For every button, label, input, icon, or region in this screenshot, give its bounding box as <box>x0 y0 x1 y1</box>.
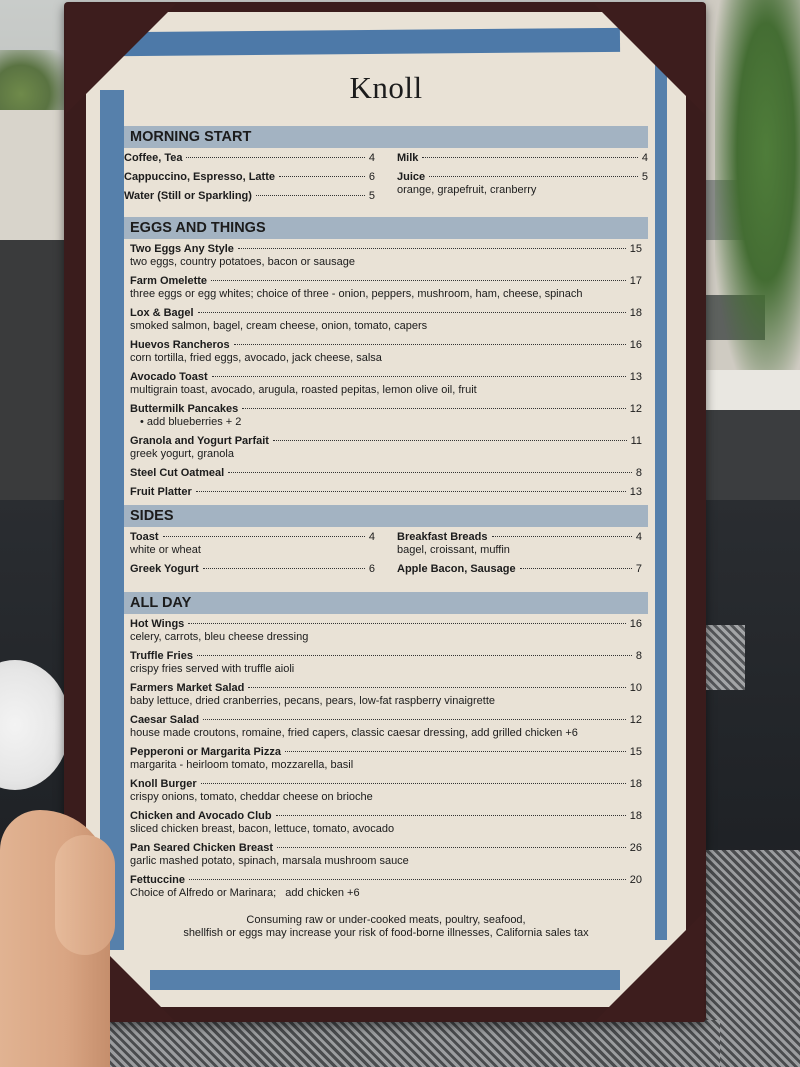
item-name: Knoll Burger <box>130 778 197 790</box>
brush-stroke <box>150 970 620 990</box>
brush-stroke <box>120 28 620 56</box>
item-price: 15 <box>629 243 642 255</box>
item-name: Hot Wings <box>130 618 185 630</box>
item-price: 4 <box>368 152 375 164</box>
menu-item <box>130 531 375 557</box>
item-price: 16 <box>629 339 642 351</box>
item-price: 8 <box>635 650 642 662</box>
item-name: Pan Seared Chicken Breast <box>130 842 274 854</box>
menu-item <box>130 275 642 301</box>
menu-item <box>397 171 648 197</box>
item-description: margarita - heirloom tomato, mozzarella, basil <box>130 759 354 771</box>
menu-item <box>130 243 642 269</box>
sides-right <box>397 531 642 582</box>
menu-item <box>124 171 375 184</box>
menu-item <box>130 714 642 740</box>
item-description: two eggs, country potatoes, bacon or sausage <box>130 256 356 268</box>
leader-dots <box>203 568 365 569</box>
item-name: Fettuccine <box>130 874 186 886</box>
menu-item <box>130 874 642 900</box>
item-description: smoked salmon, bagel, cream cheese, onion, tomato, capers <box>130 320 428 332</box>
menu-content <box>124 60 648 940</box>
menu-item <box>130 778 642 804</box>
item-name: Lox & Bagel <box>130 307 194 319</box>
footer-line: shellfish or eggs may increase your risk of food-borne illnesses, California sales tax <box>183 927 589 939</box>
item-description: crispy onions, tomato, cheddar cheese on brioche <box>130 791 373 803</box>
item-name: Breakfast Breads <box>397 531 488 543</box>
wall-left <box>0 240 70 520</box>
leader-dots <box>285 751 626 752</box>
item-price: 12 <box>629 714 642 726</box>
leader-dots <box>276 815 626 816</box>
brush-stroke <box>655 60 667 940</box>
item-description: multigrain toast, avocado, arugula, roasted pepitas, lemon olive oil, fruit <box>130 384 477 396</box>
item-description: corn tortilla, fried eggs, avocado, jack cheese, salsa <box>130 352 382 364</box>
menu-item <box>130 650 642 676</box>
section-header-sides: SIDES <box>124 505 648 527</box>
item-description: baby lettuce, dried cranberries, pecans, pears, low-fat raspberry vinaigrette <box>130 695 496 707</box>
menu-item <box>124 152 375 165</box>
item-name: Greek Yogurt <box>130 563 199 575</box>
item-price: 7 <box>635 563 642 575</box>
footer-line: Consuming raw or under-cooked meats, poultry, seafood, <box>246 914 526 926</box>
item-name: Huevos Rancheros <box>130 339 230 351</box>
placemat <box>100 1020 720 1067</box>
item-description: crispy fries served with truffle aioli <box>130 663 295 675</box>
leader-dots <box>273 440 627 441</box>
item-price: 18 <box>629 307 642 319</box>
leader-dots <box>520 568 632 569</box>
leader-dots <box>188 623 625 624</box>
item-price: 6 <box>368 563 375 575</box>
item-price: 18 <box>629 778 642 790</box>
leader-dots <box>277 847 626 848</box>
section-header-morning-start: MORNING START <box>124 126 648 148</box>
menu-item <box>130 618 642 644</box>
morning-start-items <box>124 152 648 209</box>
item-price: 15 <box>629 746 642 758</box>
menu-item <box>130 339 642 365</box>
menu-item <box>130 371 642 397</box>
menu-item <box>397 563 642 576</box>
item-name: Cappuccino, Espresso, Latte <box>124 171 275 183</box>
item-price: 26 <box>629 842 642 854</box>
leader-dots <box>201 783 626 784</box>
item-description: Choice of Alfredo or Marinara; add chicken +6 <box>130 887 360 899</box>
leader-dots <box>238 248 626 249</box>
item-price: 16 <box>629 618 642 630</box>
item-description: orange, grapefruit, cranberry <box>397 184 537 196</box>
leader-dots <box>242 408 626 409</box>
item-price: 4 <box>635 531 642 543</box>
menu-footer-disclaimer <box>124 914 648 940</box>
item-price: 18 <box>629 810 642 822</box>
item-name: Pepperoni or Margarita Pizza <box>130 746 281 758</box>
leader-dots <box>279 176 365 177</box>
leader-dots <box>429 176 638 177</box>
item-name: Toast <box>130 531 159 543</box>
item-price: 20 <box>629 874 642 886</box>
menu-item <box>397 531 642 557</box>
leader-dots <box>211 280 626 281</box>
leader-dots <box>186 157 364 158</box>
menu-item <box>130 682 642 708</box>
menu-title: Knoll <box>349 70 423 105</box>
item-name: Coffee, Tea <box>124 152 183 164</box>
item-price: 13 <box>629 371 642 383</box>
menu-item <box>397 152 648 165</box>
all-day-items <box>124 618 648 900</box>
item-name: Juice <box>397 171 426 183</box>
item-name: Truffle Fries <box>130 650 193 662</box>
item-description: greek yogurt, granola <box>130 448 234 460</box>
leader-dots <box>197 655 632 656</box>
item-description: house made croutons, romaine, fried capers, classic caesar dressing, add grilled chicken +6 <box>130 727 578 739</box>
item-price: 5 <box>368 190 375 202</box>
item-price: 11 <box>630 435 642 447</box>
item-name: Two Eggs Any Style <box>130 243 234 255</box>
section-header-all-day: ALL DAY <box>124 592 648 614</box>
item-name: Buttermilk Pancakes <box>130 403 239 415</box>
menu-item <box>130 435 642 461</box>
item-name: Granola and Yogurt Parfait <box>130 435 269 447</box>
menu-item <box>130 842 642 868</box>
item-price: 4 <box>368 531 375 543</box>
section-header-eggs-and-things: EGGS AND THINGS <box>124 217 648 239</box>
item-price: 10 <box>629 682 642 694</box>
item-name: Steel Cut Oatmeal <box>130 467 225 479</box>
item-price: 6 <box>368 171 375 183</box>
menu-item <box>124 190 375 203</box>
leader-dots <box>228 472 632 473</box>
building-left <box>0 110 70 240</box>
item-price: 12 <box>629 403 642 415</box>
leader-dots <box>422 157 637 158</box>
item-price: 5 <box>641 171 648 183</box>
brush-stroke <box>100 90 124 950</box>
menu-item <box>130 486 642 499</box>
placemat <box>705 625 745 690</box>
window-sill <box>705 370 800 410</box>
item-name: Apple Bacon, Sausage <box>397 563 516 575</box>
item-name: Avocado Toast <box>130 371 208 383</box>
menu-item <box>130 467 642 480</box>
item-name: Farmers Market Salad <box>130 682 245 694</box>
leader-dots <box>248 687 625 688</box>
item-description: sliced chicken breast, bacon, lettuce, tomato, avocado <box>130 823 395 835</box>
leader-dots <box>196 491 626 492</box>
leader-dots <box>163 536 365 537</box>
morning-start-left <box>124 152 375 209</box>
leader-dots <box>234 344 626 345</box>
leader-dots <box>492 536 632 537</box>
item-description: three eggs or egg whites; choice of three - onion, peppers, mushroom, ham, cheese, spinach <box>130 288 583 300</box>
item-description: white or wheat <box>130 544 201 556</box>
item-price: 17 <box>629 275 642 287</box>
item-price: 8 <box>635 467 642 479</box>
leader-dots <box>212 376 626 377</box>
wall-right <box>705 410 800 510</box>
item-name: Caesar Salad <box>130 714 200 726</box>
leader-dots <box>189 879 626 880</box>
menu-item <box>130 746 642 772</box>
morning-start-right <box>397 152 648 209</box>
item-description: bagel, croissant, muffin <box>397 544 510 556</box>
leader-dots <box>203 719 626 720</box>
item-price: 4 <box>641 152 648 164</box>
leader-dots <box>256 195 365 196</box>
eggs-items <box>124 243 648 499</box>
item-name: Fruit Platter <box>130 486 192 498</box>
item-name: Water (Still or Sparkling) <box>124 190 252 202</box>
item-name: Chicken and Avocado Club <box>130 810 272 822</box>
item-description: garlic mashed potato, spinach, marsala mushroom sauce <box>130 855 409 867</box>
menu-item <box>130 563 375 576</box>
menu-item <box>130 307 642 333</box>
item-name: Milk <box>397 152 419 164</box>
item-addon: • add blueberries + 2 <box>140 416 242 428</box>
tree-right <box>715 0 800 380</box>
menu-item <box>130 403 642 429</box>
sides-left <box>130 531 375 582</box>
item-description: celery, carrots, bleu cheese dressing <box>130 631 309 643</box>
item-price: 13 <box>629 486 642 498</box>
menu-item <box>130 810 642 836</box>
sides-items <box>124 531 648 582</box>
leader-dots <box>198 312 626 313</box>
thumb <box>55 835 115 955</box>
item-name: Farm Omelette <box>130 275 208 287</box>
